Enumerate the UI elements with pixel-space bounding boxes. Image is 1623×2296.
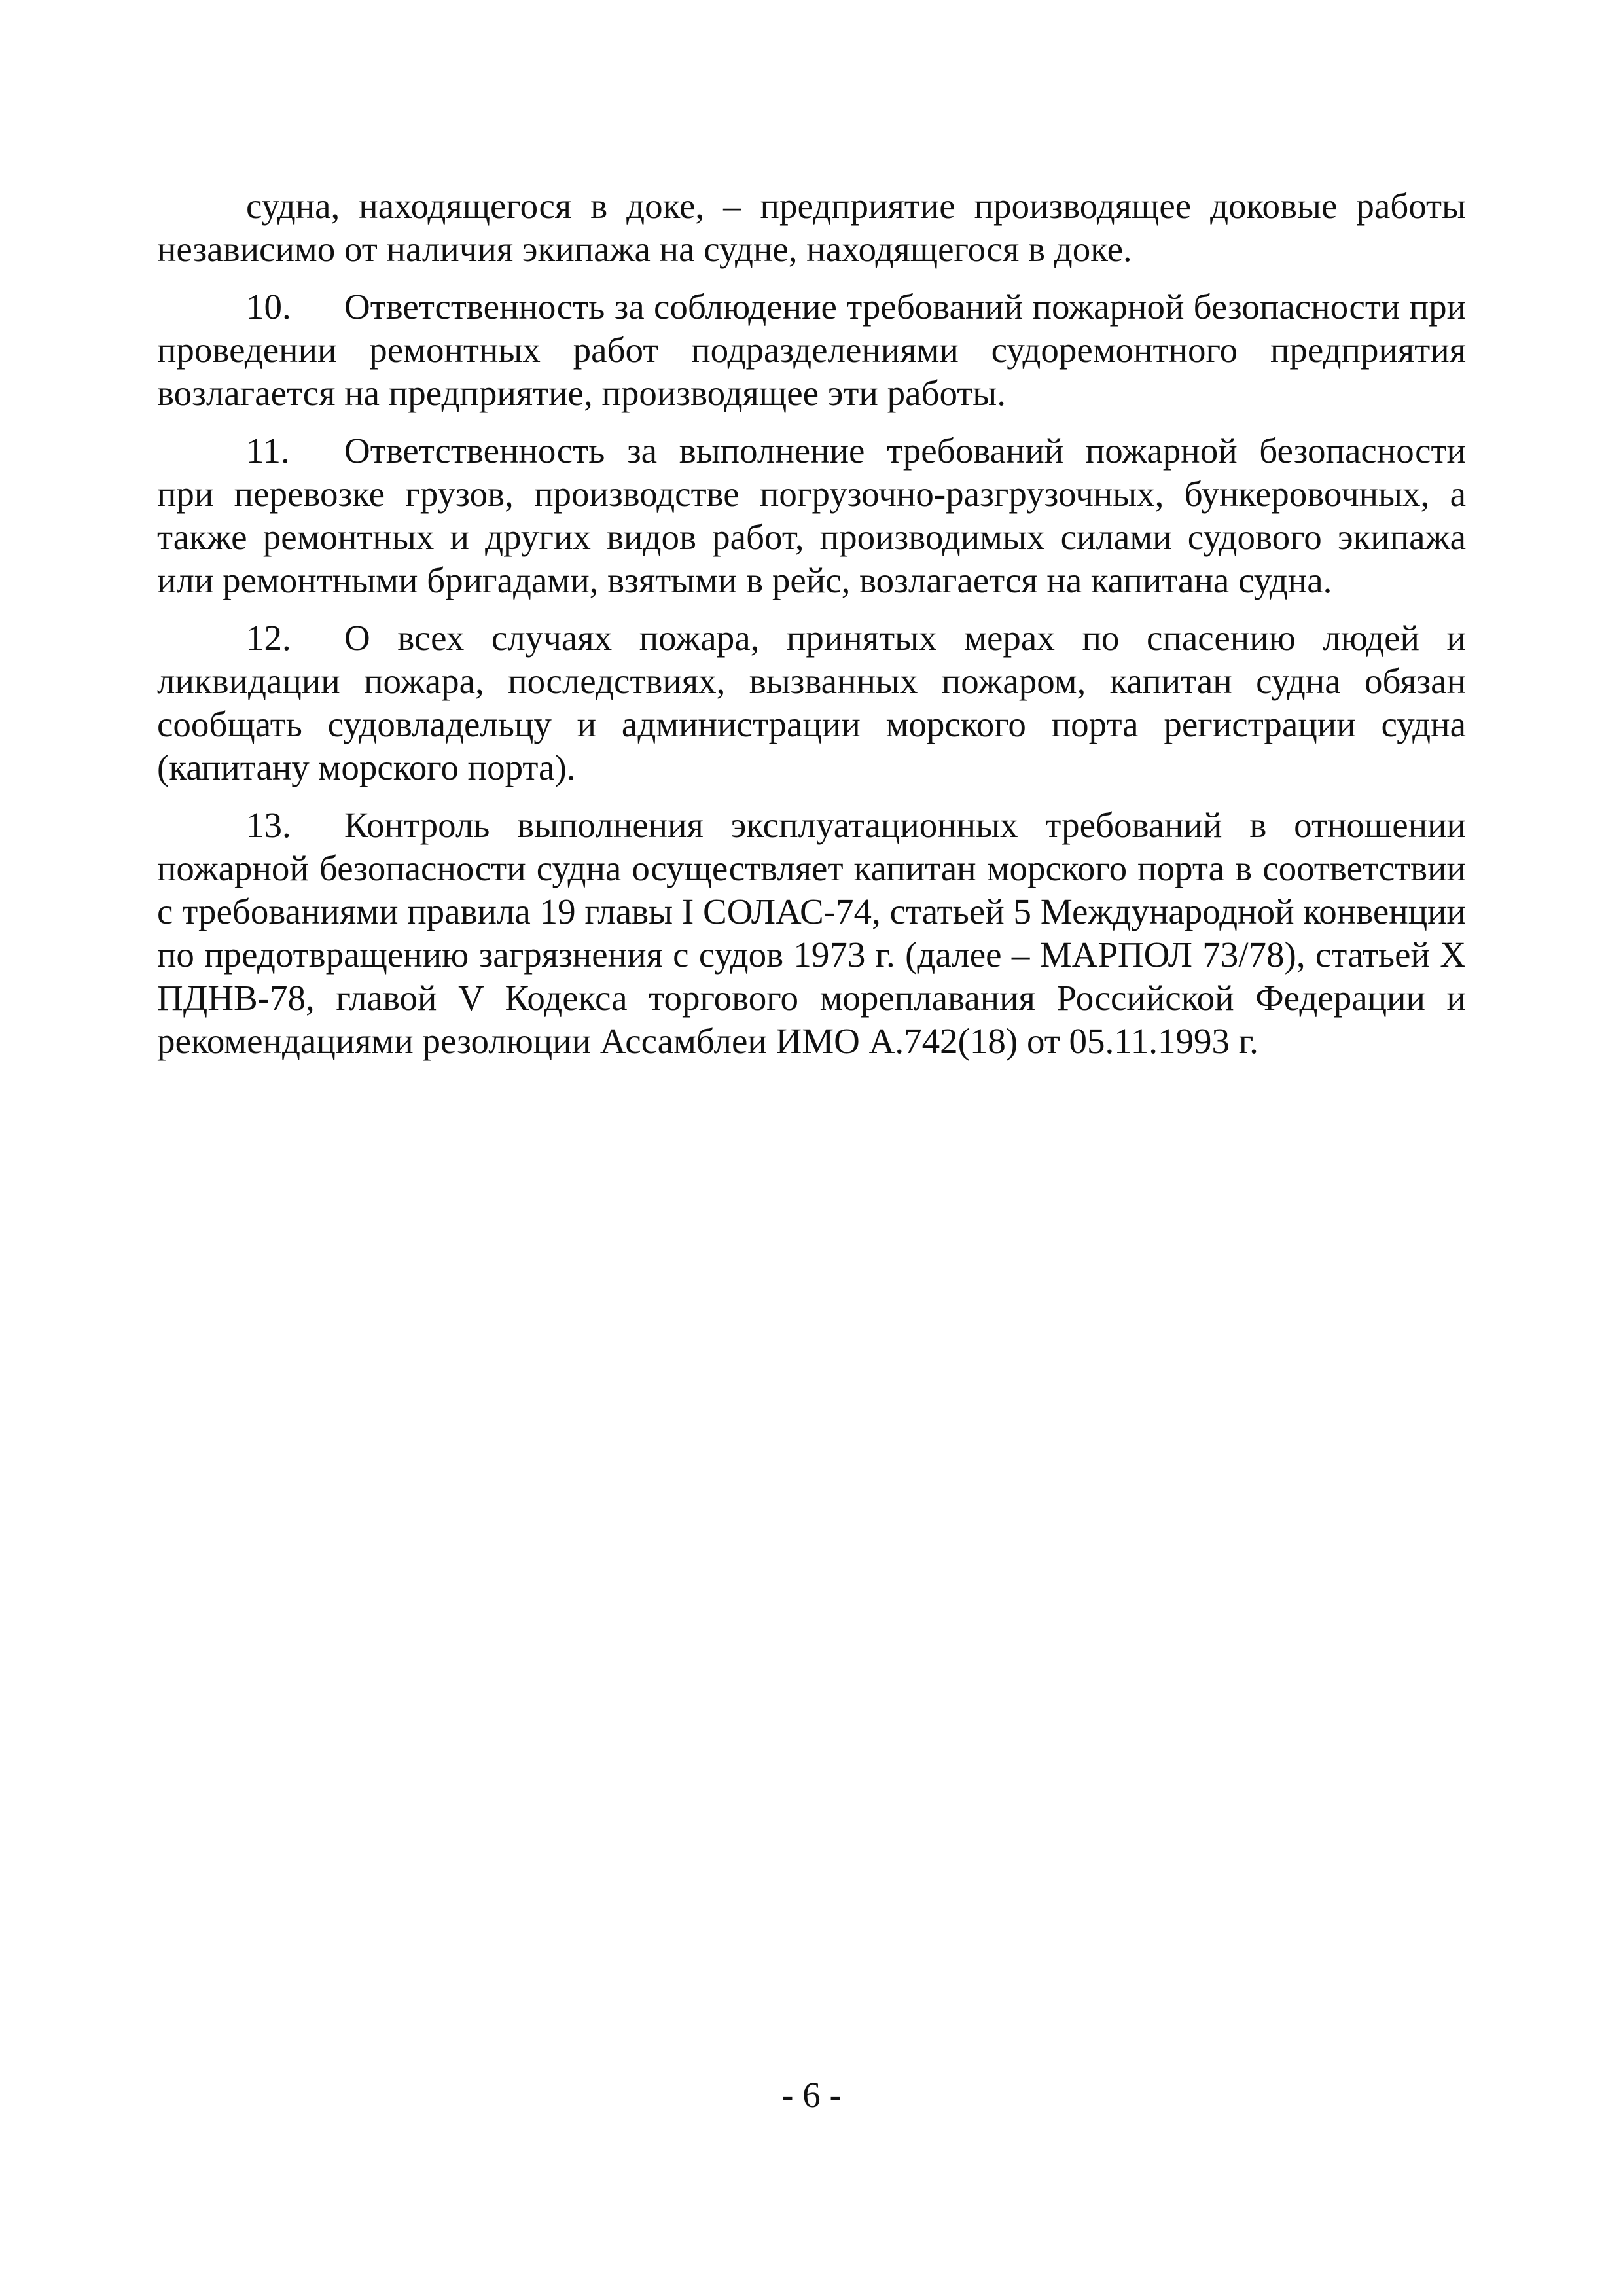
clause-number: 12. bbox=[246, 618, 291, 658]
clause-number: 11. bbox=[246, 431, 290, 471]
clause-number: 10. bbox=[246, 287, 291, 327]
clause-10 bbox=[157, 285, 1466, 415]
clause-text: О всех случаях пожара, принятых мерах по спасению людей и ликвидации пожара, последствиях, вызванных пожаром, капитан судна обязан сообщать судовладельцу и администрации морского порта регистрации судна (капитану морского порта). bbox=[157, 618, 1466, 787]
continuation-paragraph: судна, находящегося в доке, – предприятие производящее доковые работы независимо от наличия экипажа на судне, находящегося в доке. bbox=[157, 186, 1466, 269]
clause-13 bbox=[157, 804, 1466, 1063]
document-body bbox=[157, 185, 1466, 1077]
clause-text: Ответственность за соблюдение требований пожарной безопасности при проведении ремонтных работ подразделениями судоремонтного предприятия возлагается на предприятие, производящее эти работы. bbox=[157, 287, 1466, 413]
clause-text: Контроль выполнения эксплуатационных требований в отношении пожарной безопасности судна осуществляет капитан морского порта в соответствии с требованиями правила 19 главы I СОЛАС-74, статьей 5 Международной конвенции по предотвращению загрязнения с судов 1973 г. (далее – МАРПОЛ 73/78), статьей X ПДНВ-78, главой V Кодекса торгового мореплавания Российской Федерации и рекомендациями резолюции Ассамблеи ИМО А.742(18) от 05.11.1993 г. bbox=[157, 805, 1466, 1061]
clause-11 bbox=[157, 429, 1466, 602]
clause-12 bbox=[157, 617, 1466, 789]
clause-number: 13. bbox=[246, 805, 291, 845]
clause-text: Ответственность за выполнение требований пожарной безопасности при перевозке грузов, производстве погрузочно-разгрузочных, бункеровочных, а также ремонтных и других видов работ, производимых силами судового экипажа или ремонтными бригадами, взятыми в рейс, возлагается на капитана судна. bbox=[157, 431, 1466, 600]
page-number: - 6 - bbox=[781, 2075, 842, 2115]
